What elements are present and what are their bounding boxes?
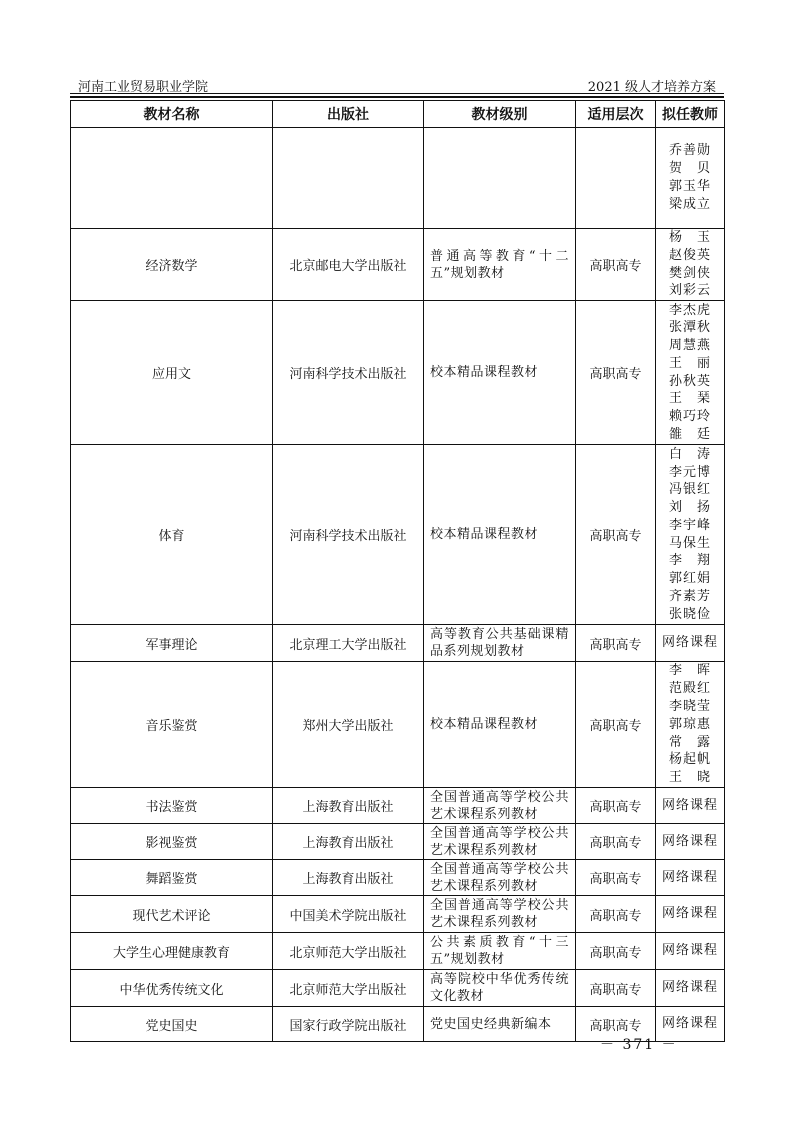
applicable-level-cell: 高职高专 bbox=[576, 933, 656, 970]
applicable-level-cell: 高职高专 bbox=[576, 788, 656, 824]
textbook-name-cell: 大学生心理健康教育 bbox=[71, 933, 273, 970]
teacher-name: 樊剑侠 bbox=[668, 265, 711, 281]
publisher-cell: 北京理工大学出版社 bbox=[273, 625, 424, 662]
textbook-table bbox=[70, 100, 725, 1042]
teacher-name: 贺 贝 bbox=[668, 161, 711, 177]
teachers-cell bbox=[656, 662, 725, 788]
school-name: 河南工业贸易职业学院 bbox=[78, 80, 209, 95]
teacher-name: 李元博 bbox=[668, 464, 711, 480]
textbook-level-cell bbox=[424, 128, 576, 229]
applicable-level-cell: 高职高专 bbox=[576, 229, 656, 301]
teacher-name: 齐素芳 bbox=[668, 589, 711, 605]
applicable-level-cell: 高职高专 bbox=[576, 860, 656, 896]
teacher-name: 张晓俭 bbox=[668, 606, 711, 622]
publisher-cell: 河南科学技术出版社 bbox=[273, 445, 424, 625]
teachers-cell bbox=[656, 896, 725, 933]
teacher-name: 刘 扬 bbox=[668, 500, 711, 516]
teacher-name: 李 晖 bbox=[668, 663, 711, 679]
publisher-cell: 上海教育出版社 bbox=[273, 788, 424, 824]
publisher-cell: 北京邮电大学出版社 bbox=[273, 229, 424, 301]
publisher-cell: 北京师范大学出版社 bbox=[273, 970, 424, 1007]
teacher-name: 网络课程 bbox=[661, 1016, 718, 1032]
applicable-level-cell: 高职高专 bbox=[576, 445, 656, 625]
teacher-name: 李宇峰 bbox=[668, 517, 711, 533]
teacher-name: 网络课程 bbox=[661, 797, 718, 813]
teacher-name: 梁成立 bbox=[668, 196, 711, 212]
teachers-cell bbox=[656, 860, 725, 896]
teachers-cell bbox=[656, 788, 725, 824]
teacher-name: 杨起帆 bbox=[668, 752, 711, 768]
textbook-level-cell: 普通高等教育“十二五”规划教材 bbox=[424, 229, 576, 301]
applicable-level-cell: 高职高专 bbox=[576, 896, 656, 933]
textbook-name-cell: 书法鉴赏 bbox=[71, 788, 273, 824]
textbook-name-cell: 影视鉴赏 bbox=[71, 824, 273, 860]
teacher-name: 李 翔 bbox=[668, 553, 711, 569]
applicable-level-cell: 高职高专 bbox=[576, 662, 656, 788]
textbook-level-cell: 全国普通高等学校公共艺术课程系列教材 bbox=[424, 824, 576, 860]
textbook-level-cell: 全国普通高等学校公共艺术课程系列教材 bbox=[424, 788, 576, 824]
table-row bbox=[71, 128, 725, 229]
textbook-name-cell: 应用文 bbox=[71, 301, 273, 445]
publisher-cell: 国家行政学院出版社 bbox=[273, 1007, 424, 1042]
publisher-cell: 上海教育出版社 bbox=[273, 824, 424, 860]
textbook-name-cell: 舞蹈鉴赏 bbox=[71, 860, 273, 896]
teacher-name: 乔善勋 bbox=[668, 143, 711, 159]
teacher-name: 网络课程 bbox=[661, 943, 718, 959]
table-header-row bbox=[71, 101, 725, 128]
teacher-name: 网络课程 bbox=[661, 635, 718, 651]
column-header: 出版社 bbox=[273, 101, 424, 128]
textbook-level-cell: 公共素质教育“十三五”规划教材 bbox=[424, 933, 576, 970]
textbook-name-cell: 音乐鉴赏 bbox=[71, 662, 273, 788]
applicable-level-cell bbox=[576, 128, 656, 229]
teacher-name: 赖巧玲 bbox=[668, 409, 711, 425]
teachers-cell bbox=[656, 625, 725, 662]
column-header: 拟任教师 bbox=[656, 101, 725, 128]
teachers-cell bbox=[656, 128, 725, 229]
publisher-cell: 上海教育出版社 bbox=[273, 860, 424, 896]
publisher-cell bbox=[273, 128, 424, 229]
teacher-name: 王 丽 bbox=[668, 355, 711, 371]
applicable-level-cell: 高职高专 bbox=[576, 970, 656, 1007]
teacher-name: 郭琼惠 bbox=[668, 716, 711, 732]
table-row bbox=[71, 625, 725, 662]
teachers-cell bbox=[656, 933, 725, 970]
table-row bbox=[71, 301, 725, 445]
teacher-name: 常 露 bbox=[668, 734, 711, 750]
textbook-level-cell: 高等院校中华优秀传统文化教材 bbox=[424, 970, 576, 1007]
teacher-name: 马保生 bbox=[668, 535, 711, 551]
teacher-name: 网络课程 bbox=[661, 869, 718, 885]
header-rule-thick bbox=[70, 96, 724, 98]
teacher-name: 李杰虎 bbox=[668, 302, 711, 318]
textbook-level-cell: 全国普通高等学校公共艺术课程系列教材 bbox=[424, 860, 576, 896]
teacher-name: 孙秋英 bbox=[668, 373, 711, 389]
table-row bbox=[71, 662, 725, 788]
publisher-cell: 中国美术学院出版社 bbox=[273, 896, 424, 933]
teacher-name: 王 晓 bbox=[668, 770, 711, 786]
teacher-name: 白 涛 bbox=[668, 446, 711, 462]
teacher-name: 杨 玉 bbox=[668, 230, 711, 245]
page-header bbox=[70, 76, 724, 94]
teachers-cell bbox=[656, 229, 725, 301]
publisher-cell: 北京师范大学出版社 bbox=[273, 933, 424, 970]
textbook-name-cell: 经济数学 bbox=[71, 229, 273, 301]
teacher-name: 李晓莹 bbox=[668, 698, 711, 714]
teacher-name: 雒 廷 bbox=[668, 427, 711, 443]
textbook-level-cell: 校本精品课程教材 bbox=[424, 445, 576, 625]
textbook-level-cell: 校本精品课程教材 bbox=[424, 662, 576, 788]
table-row bbox=[71, 229, 725, 301]
table-row bbox=[71, 788, 725, 824]
applicable-level-cell: 高职高专 bbox=[576, 1007, 656, 1042]
teacher-name: 范殿红 bbox=[668, 681, 711, 697]
textbook-name-cell: 中华优秀传统文化 bbox=[71, 970, 273, 1007]
column-header: 教材名称 bbox=[71, 101, 273, 128]
header-rule-thin bbox=[70, 93, 724, 94]
column-header: 教材级别 bbox=[424, 101, 576, 128]
teacher-name: 周慧燕 bbox=[668, 338, 711, 354]
teachers-cell bbox=[656, 970, 725, 1007]
table-body bbox=[71, 128, 725, 1042]
table-row bbox=[71, 896, 725, 933]
teacher-name: 冯银红 bbox=[668, 482, 711, 498]
page-number: － 371 － bbox=[600, 1037, 678, 1053]
textbook-level-cell: 校本精品课程教材 bbox=[424, 301, 576, 445]
publisher-cell: 河南科学技术出版社 bbox=[273, 301, 424, 445]
textbook-level-cell: 党史国史经典新编本 bbox=[424, 1007, 576, 1042]
table-row bbox=[71, 445, 725, 625]
textbook-name-cell: 党史国史 bbox=[71, 1007, 273, 1042]
teacher-name: 王 琹 bbox=[668, 391, 711, 407]
teacher-name: 赵俊英 bbox=[668, 247, 711, 263]
teachers-cell bbox=[656, 301, 725, 445]
table-row bbox=[71, 860, 725, 896]
document-title: 2021 级人才培养方案 bbox=[587, 80, 716, 95]
applicable-level-cell: 高职高专 bbox=[576, 301, 656, 445]
applicable-level-cell: 高职高专 bbox=[576, 625, 656, 662]
table-row bbox=[71, 970, 725, 1007]
textbook-name-cell: 现代艺术评论 bbox=[71, 896, 273, 933]
teacher-name: 刘彩云 bbox=[668, 283, 711, 299]
table-row bbox=[71, 933, 725, 970]
publisher-cell: 郑州大学出版社 bbox=[273, 662, 424, 788]
textbook-name-cell: 体育 bbox=[71, 445, 273, 625]
teacher-name: 郭红娟 bbox=[668, 571, 711, 587]
teacher-name: 张潭秋 bbox=[668, 320, 711, 336]
textbook-name-cell: 军事理论 bbox=[71, 625, 273, 662]
textbook-level-cell: 高等教育公共基础课精品系列规划教材 bbox=[424, 625, 576, 662]
table-row bbox=[71, 824, 725, 860]
textbook-name-cell bbox=[71, 128, 273, 229]
textbook-level-cell: 全国普通高等学校公共艺术课程系列教材 bbox=[424, 896, 576, 933]
applicable-level-cell: 高职高专 bbox=[576, 824, 656, 860]
teacher-name: 网络课程 bbox=[661, 980, 718, 996]
column-header: 适用层次 bbox=[576, 101, 656, 128]
teacher-name: 郭玉华 bbox=[668, 179, 711, 194]
teacher-name: 网络课程 bbox=[661, 906, 718, 922]
teachers-cell bbox=[656, 445, 725, 625]
teacher-name: 网络课程 bbox=[661, 833, 718, 849]
teachers-cell bbox=[656, 824, 725, 860]
